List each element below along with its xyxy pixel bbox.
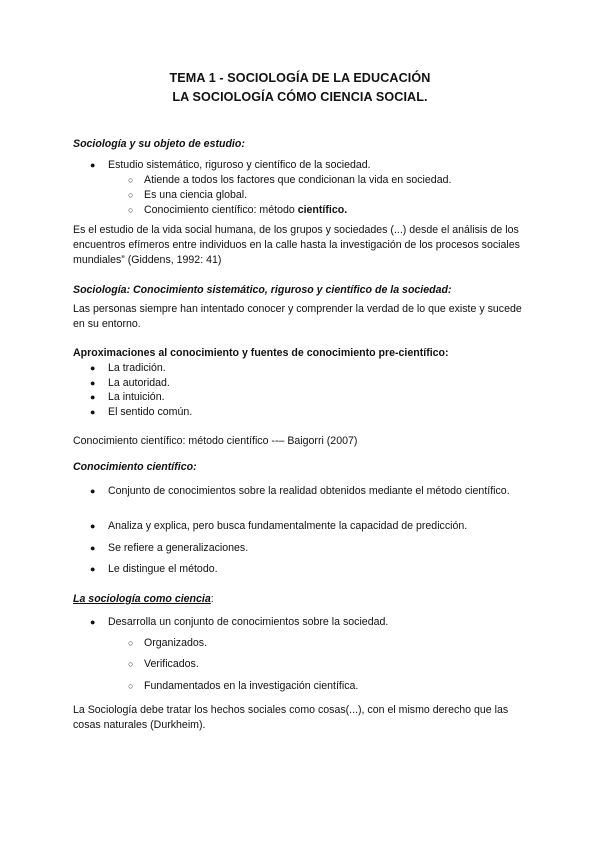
- bullet-marker: ●: [90, 160, 96, 170]
- circle-marker: ○: [128, 659, 134, 669]
- circle-marker: ○: [128, 175, 134, 185]
- title-line-1: TEMA 1 - SOCIOLOGÍA DE LA EDUCACIÓN: [169, 71, 431, 85]
- bullet-marker: ●: [90, 564, 96, 574]
- bullet-marker: ●: [90, 378, 96, 388]
- bullet-marker: ●: [90, 407, 96, 417]
- bullet-marker: ●: [90, 486, 96, 496]
- baigorri-note: Conocimiento científico: método científico --– Baigorri (2007): [73, 435, 358, 447]
- circle-marker: ○: [128, 638, 134, 648]
- bullet-marker: ●: [90, 543, 96, 553]
- durkheim-quote: La Sociología debe tratar los hechos sociales como cosas(...), con el mismo derecho que las cosas naturales (Durkheim).: [73, 704, 509, 731]
- document-page: TEMA 1 - SOCIOLOGÍA DE LA EDUCACIÓN LA SOCIOLOGÍA CÓMO CIENCIA SOCIAL. Sociología y su objeto de estudio: ● Estudio sistemático, riguroso y científico de la sociedad. ○ Atiende a todos los factores que condicionan la vida en sociedad. ○ Es una ciencia global. ○ Conocimiento científico: método científico. Es el estudio de la vida social humana, de los grupos y sociedades (...) desde el análisis de los encuentros efímeros entre individuos en la calle hasta la investigación de los procesos sociales mundiales” (Giddens, 1992: 41) Sociología: Conocimiento sistemático, riguroso y científico de la sociedad: Las personas siempre han intentado conocer y comprender la verdad de lo que existe y sucede en su entorno. Aproximaciones al conocimiento y fuentes de conocimiento pre-científico: ● La tradición. ● La autoridad. ● La intuición. ● El sentido común. Conocimiento científico: método científico --– Baigorri (2007) Conocimiento científico: ● Conjunto de conocimientos sobre la realidad obtenidos mediante el método científico. ● Analiza y explica, pero busca fundamentalmente la capacidad de predicción. ● Se refiere a generalizaciones. ● Le distingue el método. La sociología como ciencia: ● Desarrolla un conjunto de conocimientos sobre la sociedad. ○ Organizados. ○ Verificados. ○ Fundamentados en la investigación científica. La Sociología debe tratar los hechos sociales como cosas(...), con el mismo derecho que las cosas naturales (Durkheim).: [0, 0, 600, 848]
- bullet-marker: ●: [90, 521, 96, 531]
- section-2-heading: Sociología: Conocimiento sistemático, riguroso y científico de la sociedad:: [73, 284, 452, 296]
- circle-marker: ○: [128, 190, 134, 200]
- bullet-marker: ●: [90, 392, 96, 402]
- bullet-marker: ●: [90, 363, 96, 373]
- giddens-quote: Es el estudio de la vida social humana, de los grupos y sociedades (...) desde el análisis de los encuentros efímeros entre individuos en la calle hasta la investigación de los procesos sociales mundiales” (Giddens, 1992: 41): [73, 224, 520, 266]
- section-2-paragraph: Las personas siempre han intentado conocer y comprender la verdad de lo que existe y sucede en su entorno.: [73, 303, 522, 330]
- section-5-heading: La sociología como ciencia:: [73, 593, 214, 605]
- section-1-heading: Sociología y su objeto de estudio:: [73, 138, 245, 150]
- title-line-2: LA SOCIOLOGÍA CÓMO CIENCIA SOCIAL.: [172, 90, 428, 104]
- emphasis-text: científico.: [297, 204, 348, 216]
- bullet-marker: ●: [90, 617, 96, 627]
- section-3-heading: Aproximaciones al conocimiento y fuentes de conocimiento pre-científico:: [73, 347, 449, 359]
- circle-marker: ○: [128, 205, 134, 215]
- circle-marker: ○: [128, 681, 134, 691]
- section-4-heading: Conocimiento científico:: [73, 461, 197, 473]
